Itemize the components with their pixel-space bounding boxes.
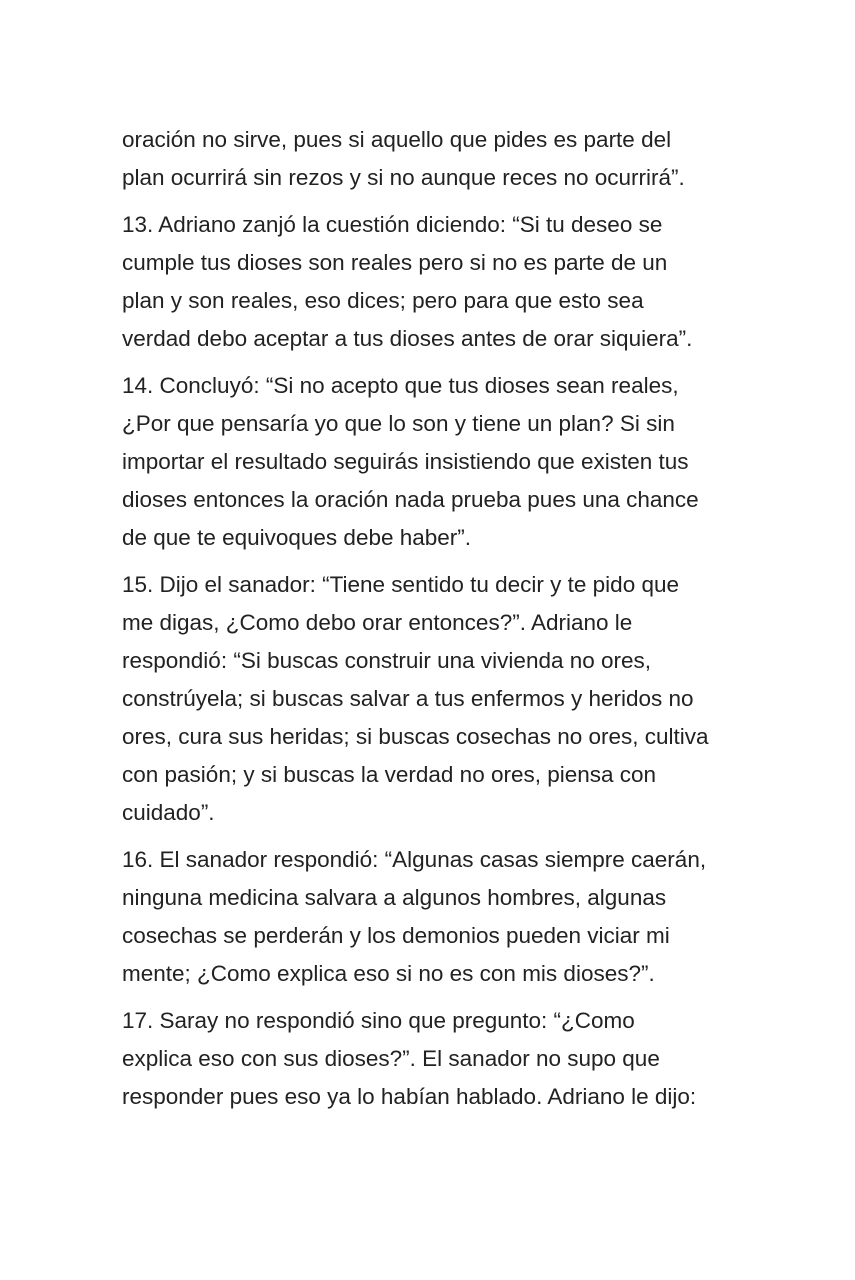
text-line: con pasión; y si buscas la verdad no ores, piensa con (122, 762, 657, 787)
text-line: mente; ¿Como explica eso si no es con mis dioses?”. (122, 961, 655, 986)
text-line: explica eso con sus dioses?”. El sanador no supo que (122, 1046, 660, 1071)
paragraph-17 (122, 1002, 734, 1116)
text-line: cumple tus dioses son reales pero si no es parte de un (122, 250, 668, 275)
body-text (122, 121, 734, 1125)
paragraph-14 (122, 367, 734, 557)
text-line: ¿Por que pensaría yo que lo son y tiene un plan? Si sin (122, 411, 675, 436)
paragraph-15 (122, 566, 734, 832)
paragraph-16 (122, 841, 734, 993)
text-line: 13. Adriano zanjó la cuestión diciendo: “Si tu deseo se (122, 212, 663, 237)
paragraph-13 (122, 206, 734, 358)
text-line: verdad debo aceptar a tus dioses antes de orar siquiera”. (122, 326, 693, 351)
text-line: 14. Concluyó: “Si no acepto que tus dioses sean reales, (122, 373, 679, 398)
text-line: respondió: “Si buscas construir una vivienda no ores, (122, 648, 652, 673)
text-line: ninguna medicina salvara a algunos hombres, algunas (122, 885, 667, 910)
text-line: me digas, ¿Como debo orar entonces?”. Adriano le (122, 610, 633, 635)
text-line: 16. El sanador respondió: “Algunas casas siempre caerán, (122, 847, 707, 872)
text-line: de que te equivoques debe haber”. (122, 525, 472, 550)
text-line: constrúyela; si buscas salvar a tus enfermos y heridos no (122, 686, 694, 711)
text-line: cosechas se perderán y los demonios pueden viciar mi (122, 923, 670, 948)
text-line: oración no sirve, pues si aquello que pides es parte del (122, 127, 672, 152)
text-line: ores, cura sus heridas; si buscas cosechas no ores, cultiva (122, 724, 709, 749)
text-line: responder pues eso ya lo habían hablado. Adriano le dijo: (122, 1084, 697, 1109)
text-line: 15. Dijo el sanador: “Tiene sentido tu decir y te pido que (122, 572, 679, 597)
text-line: dioses entonces la oración nada prueba pues una chance (122, 487, 699, 512)
text-line: 17. Saray no respondió sino que pregunto: “¿Como (122, 1008, 635, 1033)
text-line: plan y son reales, eso dices; pero para que esto sea (122, 288, 644, 313)
text-line: importar el resultado seguirás insistiendo que existen tus (122, 449, 689, 474)
text-line: plan ocurrirá sin rezos y si no aunque reces no ocurrirá”. (122, 165, 685, 190)
paragraph-continuation (122, 121, 734, 197)
text-line: cuidado”. (122, 800, 215, 825)
